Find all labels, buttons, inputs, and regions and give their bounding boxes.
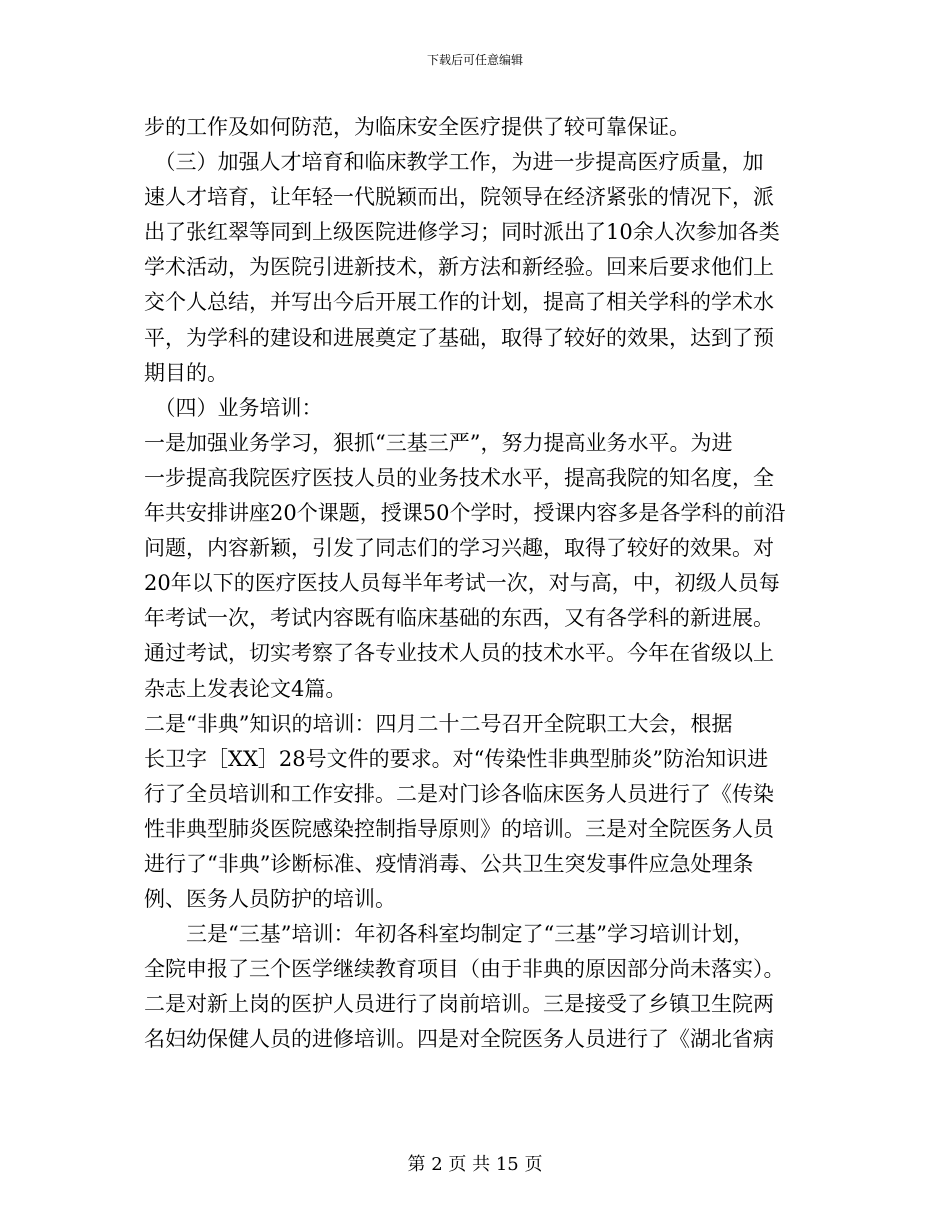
text-line: 杂志上发表论文4篇。 [144, 676, 347, 701]
text-line: 二是对新上岗的医护人员进行了岗前培训。三是接受了乡镇卫生院两 [144, 992, 774, 1017]
text-line: 年考试一次，考试内容既有临床基础的东西，又有各学科的新进展。 [144, 606, 774, 631]
text-line: 学术活动，为医院引进新技术，新方法和新经验。回来后要求他们上 [144, 255, 774, 280]
text-line: 一是加强业务学习，狠抓“三基三严”，努力提高业务水平。为进 [144, 430, 733, 455]
page-footer: 第 2 页 共 15 页 [407, 1154, 543, 1175]
text-line: 步的工作及如何防范，为临床安全医疗提供了较可靠保证。 [144, 115, 690, 139]
text-line: （三）加强人才培育和临床教学工作，为进一步提高医疗质量，加 [144, 150, 764, 175]
text-line: 问题，内容新颖，引发了同志们的学习兴趣，取得了较好的效果。对 [144, 536, 774, 561]
page-header: 下载后可任意编辑 [426, 53, 523, 67]
text-line: 出了张红翠等同到上级医院进修学习；同时派出了10余人次参加各类 [144, 220, 780, 245]
text-line: 名妇幼保健人员的进修培训。四是对全院医务人员进行了《湖北省病 [144, 1027, 774, 1052]
text-line: 进行了“非典”诊断标准、疫情消毒、公共卫生突发事件应急处理条 [144, 851, 754, 876]
text-line: 二是“非典”知识的培训：四月二十二号召开全院职工大会，根据 [144, 711, 733, 736]
text-line: 行了全员培训和工作安排。二是对门诊各临床医务人员进行了《传染 [144, 781, 774, 806]
text-line: 年共安排讲座20个课题，授课50个学时，授课内容多是各学科的前沿 [144, 501, 786, 526]
text-line: 一步提高我院医疗医技人员的业务技术水平，提高我院的知名度，全 [144, 465, 774, 490]
text-line: 期目的。 [144, 360, 228, 385]
document-body [144, 110, 824, 1058]
text-line: 性非典型肺炎医院感染控制指导原则》的培训。三是对全院医务人员 [144, 816, 774, 841]
text-line: 平，为学科的建设和进展奠定了基础，取得了较好的效果，达到了预 [144, 325, 774, 350]
text-line: 交个人总结，并写出今后开展工作的计划，提高了相关学科的学术水 [144, 290, 774, 315]
text-line: 例、医务人员防护的培训。 [144, 887, 396, 912]
text-line: 长卫字［XX］28号文件的要求。对“传染性非典型肺炎”防治知识进 [144, 746, 769, 771]
text-line: 速人才培育，让年轻一代脱颖而出，院领导在经济紧张的情况下，派 [144, 185, 774, 210]
text-line: （四）业务培训： [144, 395, 323, 420]
text-line: 全院申报了三个医学继续教育项目（由于非典的原因部分尚未落实）。 [144, 957, 785, 982]
text-line: 三是“三基”培训：年初各科室均制定了“三基”学习培训计划， [144, 922, 754, 947]
text-line: 通过考试，切实考察了各专业技术人员的技术水平。今年在省级以上 [144, 641, 774, 666]
text-line: 20年以下的医疗医技人员每半年考试一次，对与高，中，初级人员每 [144, 571, 780, 596]
